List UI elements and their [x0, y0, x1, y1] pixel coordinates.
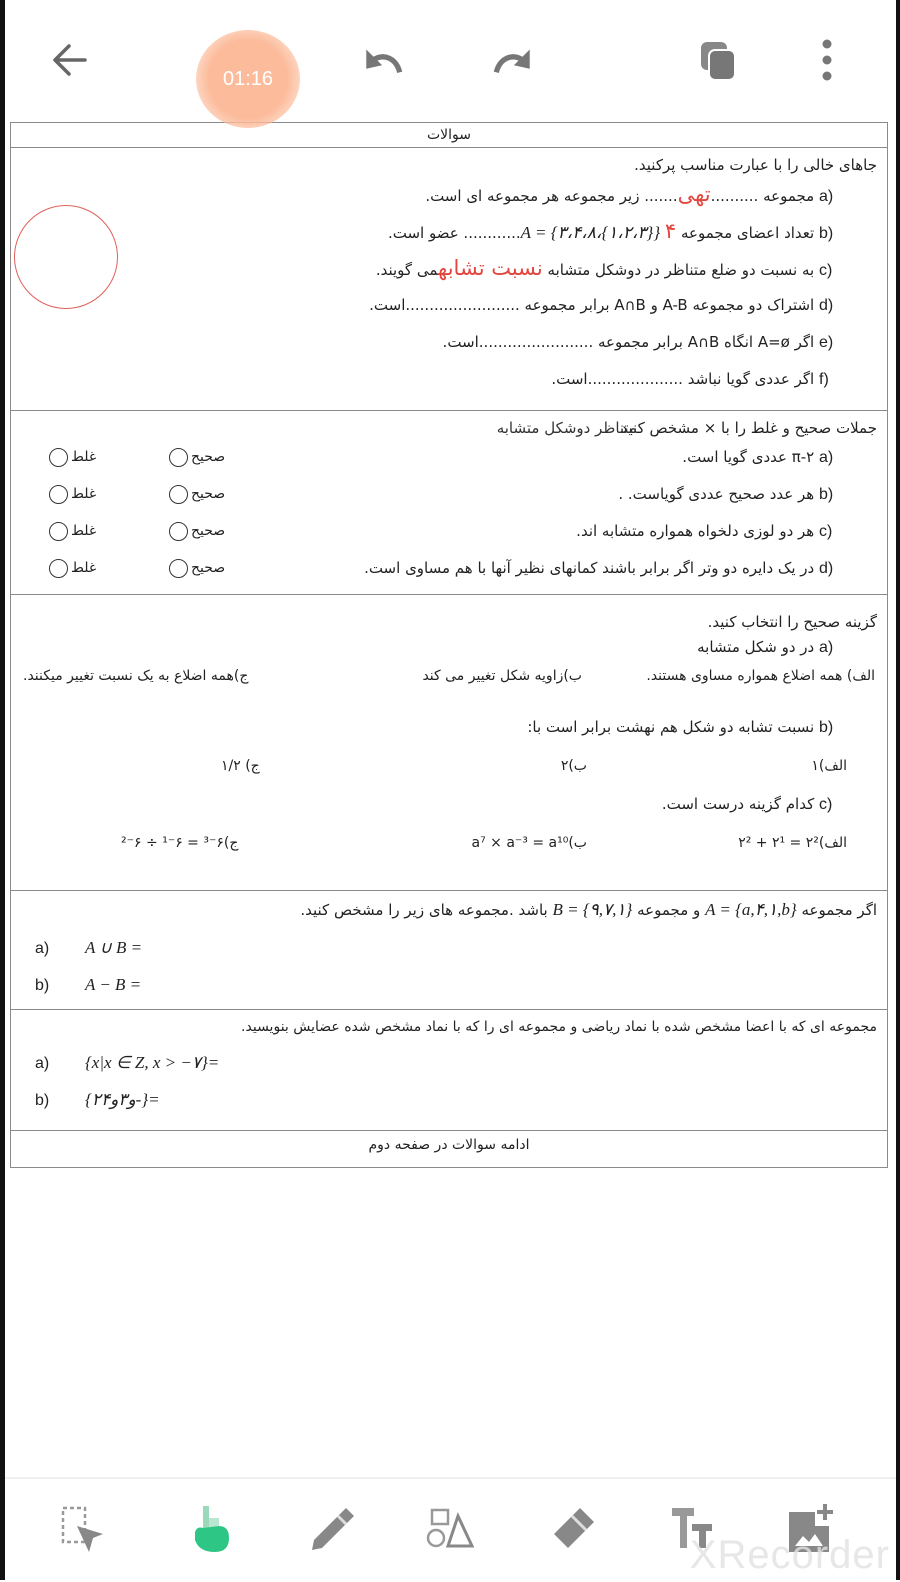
true-option[interactable]: صحیح	[169, 439, 225, 476]
page-header-title: سوالات	[426, 127, 472, 143]
annotation-circle	[14, 205, 118, 309]
more-options-button[interactable]	[805, 38, 849, 82]
pen-tool-button[interactable]	[303, 1501, 363, 1557]
radio-button[interactable]	[49, 448, 68, 467]
true-false-section	[10, 411, 888, 595]
radio-button[interactable]	[169, 559, 188, 578]
section-heading: جاهای خالی را با عبارت مناسب پرکنید.	[634, 156, 877, 174]
recording-timer[interactable]: 01:16	[196, 30, 300, 128]
eraser-tool-button[interactable]	[543, 1501, 603, 1557]
true-false-item: b) هر عدد صحیح عددی گویاست. . صحیح غلط	[11, 476, 887, 513]
set-notation-section	[10, 1010, 888, 1131]
vertical-dots-icon	[817, 38, 837, 82]
radio-button[interactable]	[49, 559, 68, 578]
question-item: b) تعداد اعضای مجموعه A = {۳،۴،۸،{۱،۲،۳}} ۴............ عضو است.	[387, 219, 834, 243]
hand-pointer-icon	[185, 1504, 235, 1554]
shapes-tool-button[interactable]	[420, 1501, 480, 1557]
true-option[interactable]: صحیح	[169, 550, 225, 587]
header-section	[10, 122, 888, 148]
section-heading: اگر مجموعه A = {a,۴,۱,b} و مجموعه B = {۹,۷,۱} باشد .مجموعه های زیر را مشخص کنید.	[300, 900, 877, 919]
false-option[interactable]: غلط	[49, 513, 96, 550]
question-item: c) به نسبت دو ضلع متناظر در دوشکل متشابه نسبت تشابهمی گویند.	[375, 256, 833, 280]
redo-icon	[491, 40, 535, 80]
question-item: b) {۲و۳و۴-}=	[35, 1090, 160, 1109]
question-item: a) {x|x ∈ Z, x > −۷}=	[35, 1053, 220, 1072]
radio-button[interactable]	[169, 522, 188, 541]
eraser-icon	[548, 1504, 598, 1554]
set-operations-section	[10, 891, 888, 1010]
question-item: a) A ∪ B =	[35, 938, 143, 957]
options-row	[11, 661, 887, 691]
radio-button[interactable]	[169, 485, 188, 504]
screen-frame-left	[0, 0, 5, 1580]
question-item: a) مجموعه ..........تهی....... زیر مجموعه هر مجموعه ای است.	[425, 182, 834, 206]
fill-blanks-section	[10, 148, 888, 411]
arrow-left-icon	[47, 38, 91, 82]
hand-tool-button[interactable]	[180, 1501, 240, 1557]
section-heading: جملات صحیح و غلط را با × مشخص کنید متناظر دوشکل متشابه	[496, 419, 877, 437]
true-option[interactable]: صحیح	[169, 476, 225, 513]
false-option[interactable]: غلط	[49, 439, 96, 476]
pencil-icon	[308, 1504, 358, 1554]
multiple-choice-section	[10, 595, 888, 891]
recorder-watermark: XRecorder	[689, 1533, 890, 1577]
radio-button[interactable]	[169, 448, 188, 467]
option[interactable]: ب)زاویه شکل تغییر می کند	[422, 668, 582, 684]
exam-page	[10, 122, 888, 1168]
option[interactable]: الف) همه اضلاع همواره مساوی هستند.	[646, 668, 875, 684]
options-row	[11, 823, 887, 863]
option[interactable]: الف)۲² = ۲¹ + ۲²	[738, 835, 847, 851]
copy-pages-icon	[695, 38, 739, 82]
top-app-bar	[5, 0, 896, 115]
options-row	[11, 746, 887, 786]
question-item: b) نسبت تشابه دو شکل هم نهشت برابر است با:	[527, 718, 834, 736]
radio-button[interactable]	[49, 522, 68, 541]
false-option[interactable]: غلط	[49, 476, 96, 513]
shapes-icon	[422, 1504, 478, 1554]
handwritten-answer: تهی	[677, 182, 711, 206]
option[interactable]: ج)۶⁻³ = ۶⁻¹ ÷ ۶⁻²	[121, 835, 239, 851]
true-false-item: c) هر دو لوزی دلخواه همواره متشابه اند. صحیح غلط	[11, 513, 887, 550]
select-tool-button[interactable]	[57, 1501, 117, 1557]
true-false-item: a) π-۲ عددی گویا است. صحیح غلط	[11, 439, 887, 476]
option[interactable]: ج)همه اضلاع به یک نسبت تغییر میکنند.	[23, 668, 249, 684]
screen-frame-right	[896, 0, 900, 1580]
undo-button[interactable]	[361, 38, 405, 82]
true-false-item: d) در یک دایره دو وتر اگر برابر باشند کمانهای نظیر آنها با هم مساوی است. صحیح غلط	[11, 550, 887, 587]
question-item: f) اگر عددی گویا نباشد ....................است.	[551, 370, 829, 388]
footer-text: ادامه سوالات در صفحه دوم	[368, 1137, 530, 1153]
undo-icon	[361, 40, 405, 80]
question-item: d) اشتراک دو مجموعه A-B و A∩B برابر مجموعه ........................است.	[369, 296, 834, 314]
question-item: e) اگر A=ø انگاه A∩B برابر مجموعه ........................است.	[442, 333, 834, 351]
section-heading: مجموعه ای که با اعضا مشخص شده با نماد ریاضی و مجموعه ای را که با نماد مشخص شده عضایش بنویسید.	[241, 1019, 877, 1035]
option[interactable]: الف)۱	[811, 758, 847, 774]
option[interactable]: ج) ۱/۲	[221, 758, 260, 774]
redo-button[interactable]	[491, 38, 535, 82]
radio-button[interactable]	[49, 485, 68, 504]
handwritten-answer: نسبت تشابه	[438, 256, 543, 280]
handwritten-answer: ۴	[664, 219, 677, 243]
option[interactable]: ب)۲	[560, 758, 587, 774]
question-item: a) در دو شکل متشابه	[697, 638, 834, 656]
bottom-toolbar	[5, 1477, 896, 1582]
question-item: c) کدام گزینه درست است.	[661, 795, 833, 813]
question-item: b) A − B =	[35, 975, 142, 994]
back-button[interactable]	[47, 38, 91, 82]
pages-button[interactable]	[695, 38, 739, 82]
false-option[interactable]: غلط	[49, 550, 96, 587]
option[interactable]: ب)a⁷ × a⁻³ = a¹⁰	[471, 835, 587, 851]
lasso-select-icon	[59, 1504, 115, 1554]
true-option[interactable]: صحیح	[169, 513, 225, 550]
footer-section	[10, 1131, 888, 1168]
section-heading: گزینه صحیح را انتخاب کنید.	[707, 613, 877, 631]
